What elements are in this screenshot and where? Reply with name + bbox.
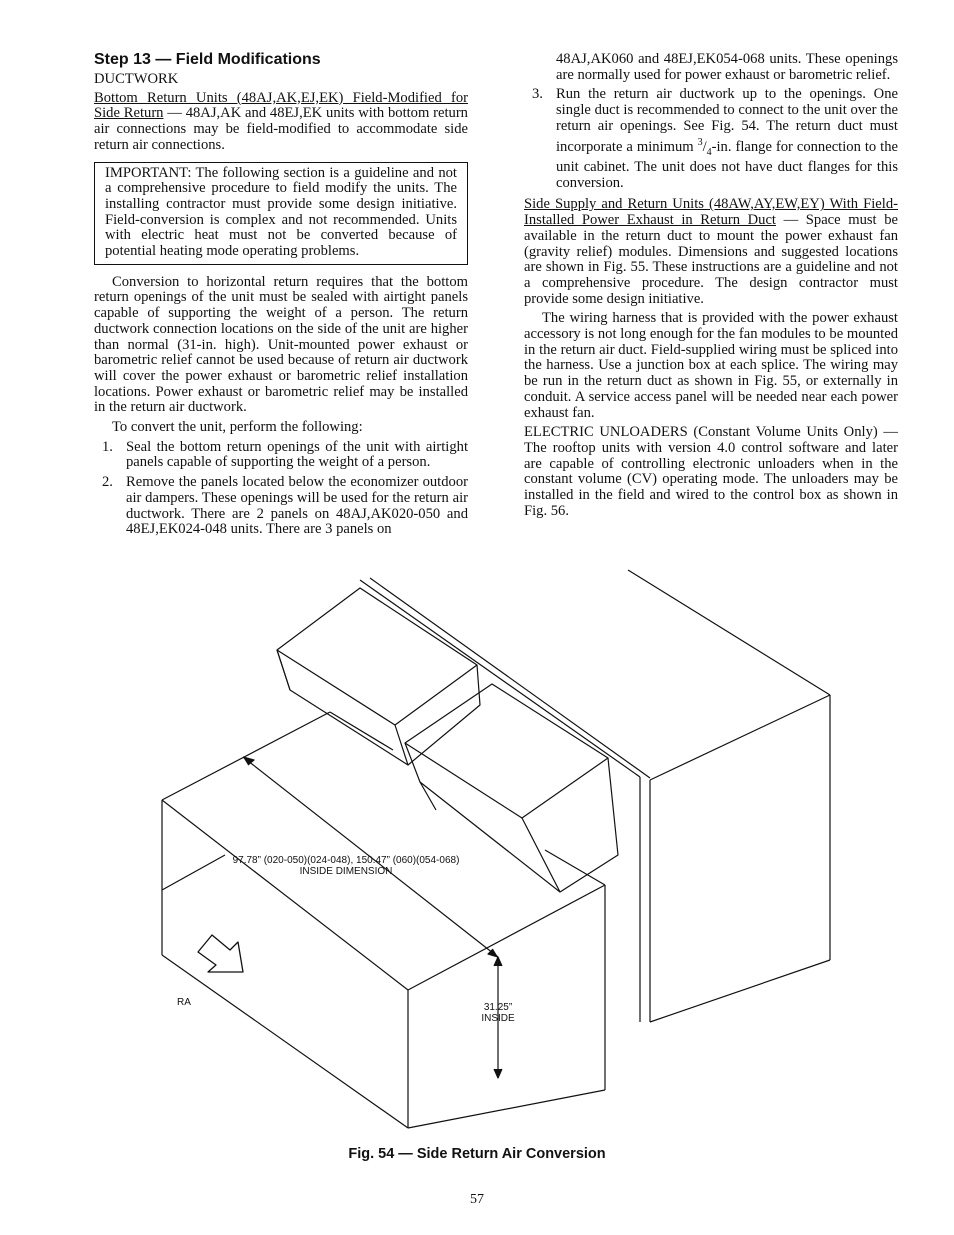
wiring-paragraph: The wiring harness that is provided with the power exhaust accessory is not long enough for the fan modules to be mounted in the return air duct. Field-supplied wiring must be spliced into the harness. Use a junction box at each splice. The wiring may be run in the return duct as shown in Fig. 55, or externally in conduit. A service access panel will be needed near each power exhaust fan. xyxy=(524,310,898,421)
list-item xyxy=(94,440,468,471)
step-text: Run the return air ductwork up to the openings. One single duct is recommended to connect to the unit over the return air openings. See Fig. 54. The return duct must incorporate a minimum $^3/_4-in$. flange for connection to the unit cabinet. The unit does not have duct flanges for this conversion. xyxy=(556,86,898,191)
step-number: 2. xyxy=(102,474,113,491)
conversion-steps-list-continued xyxy=(524,87,898,191)
ductwork-label: DUCTWORK xyxy=(94,71,179,87)
fraction-denominator: 4 xyxy=(706,146,712,158)
important-notice-box xyxy=(94,162,468,265)
dimension-sublabel: INSIDE DIMENSION xyxy=(299,866,393,877)
figure-caption: Fig. 54 — Side Return Air Conversion xyxy=(348,1146,606,1162)
left-column xyxy=(94,50,468,542)
bottom-return-title: Bottom Return Units (48AJ,AK,EJ,EK) Field-Modified for Side Return xyxy=(94,89,468,122)
step-heading: Step 13 — Field Modifications xyxy=(94,51,321,68)
side-supply-paragraph xyxy=(524,197,898,307)
step2-continued: 48AJ,AK060 and 48EJ,EK054-068 units. These openings are normally used for power exhaust or barometric relief. xyxy=(556,51,898,83)
upper-hood xyxy=(277,588,480,765)
side-return-air-conversion-figure xyxy=(150,560,870,1140)
step-number: 1. xyxy=(102,438,113,455)
return-air-arrow-icon xyxy=(198,935,243,972)
step-text-part: -in. flange for connection to the unit cabinet. The unit does not have duct flanges for this conversion. xyxy=(556,138,898,191)
step-text-part: Run the return air ductwork up to the openings. One single duct is recommended to connect to the unit over the return air openings. See Fig. 54. The return duct must incorporate a minimum xyxy=(556,86,898,155)
fraction-numerator: 3 xyxy=(697,136,703,148)
unit-cabinet xyxy=(360,570,830,1022)
list-item xyxy=(524,87,898,191)
step-number: 3. xyxy=(532,86,543,103)
conversion-paragraph: Conversion to horizontal return requires that the bottom return openings of the unit must be sealed with airtight panels capable of supporting the weight of a person. The return ductwork connection locations on the side of the unit are higher than normal (31-in. high). Unit-mounted power exhaust or barometric relief cannot be used because of return air ductwork will cover the power exhaust or barometric relief installation locations. Power exhaust or barometric relief may be installed in the return air ductwork. xyxy=(94,273,468,416)
return-duct-box xyxy=(162,712,605,1128)
dimension-label: 97.78” (020-050)(024-048), 150.47” (060)(054-068) xyxy=(232,855,460,866)
right-column xyxy=(524,52,898,523)
step-text: Remove the panels located below the economizer outdoor air dampers. These openings will be used for the return air ductwork. There are 2 panels on 48AJ,AK020-050 and 48EJ,EK024-048 units. There are 3 panels on xyxy=(126,474,468,538)
bottom-return-paragraph xyxy=(94,91,468,154)
page-number: 57 xyxy=(470,1192,484,1207)
list-item xyxy=(94,475,468,538)
height-label: 31.25” xyxy=(483,1002,513,1013)
height-sublabel: INSIDE xyxy=(481,1013,515,1024)
step-text: Seal the bottom return openings of the unit with airtight panels capable of supporting the weight of a person. xyxy=(126,438,468,471)
side-supply-title: Side Supply and Return Units (48AW,AY,EW,EY) With Field-Installed Power Exhaust in Return Duct xyxy=(524,196,898,229)
important-notice-text: IMPORTANT: The following section is a guideline and not a comprehensive procedure to field modify the units. The installing contractor must provide some design initiative. Field-conversion is complex and not recommended. Units with electric heat must not be converted because of potential heating mode operating problems. xyxy=(105,164,457,260)
ra-label: RA xyxy=(177,997,191,1008)
convert-intro: To convert the unit, perform the following: xyxy=(112,419,363,436)
electric-unloaders-paragraph: ELECTRIC UNLOADERS (Constant Volume Units Only) — The rooftop units with version 4.0 control software and later are capable of controlling electronic unloaders when in the constant volume (CV) operating mode. The unloaders may be installed in the field and wired to the control box as shown in Fig. 56. xyxy=(524,424,898,519)
conversion-steps-list xyxy=(94,440,468,538)
bottom-return-text: — 48AJ,AK and 48EJ,EK units with bottom return air connections may be field-modified to accommodate side return air connections. xyxy=(94,105,468,153)
side-supply-text: — Space must be available in the return duct to mount the power exhaust fan (gravity relief) modules. Dimensions and suggested locations are shown in Fig. 55. These instructions are a guideline and not a comprehensive procedure. The design contractor must provide some design initiative. xyxy=(524,212,898,307)
